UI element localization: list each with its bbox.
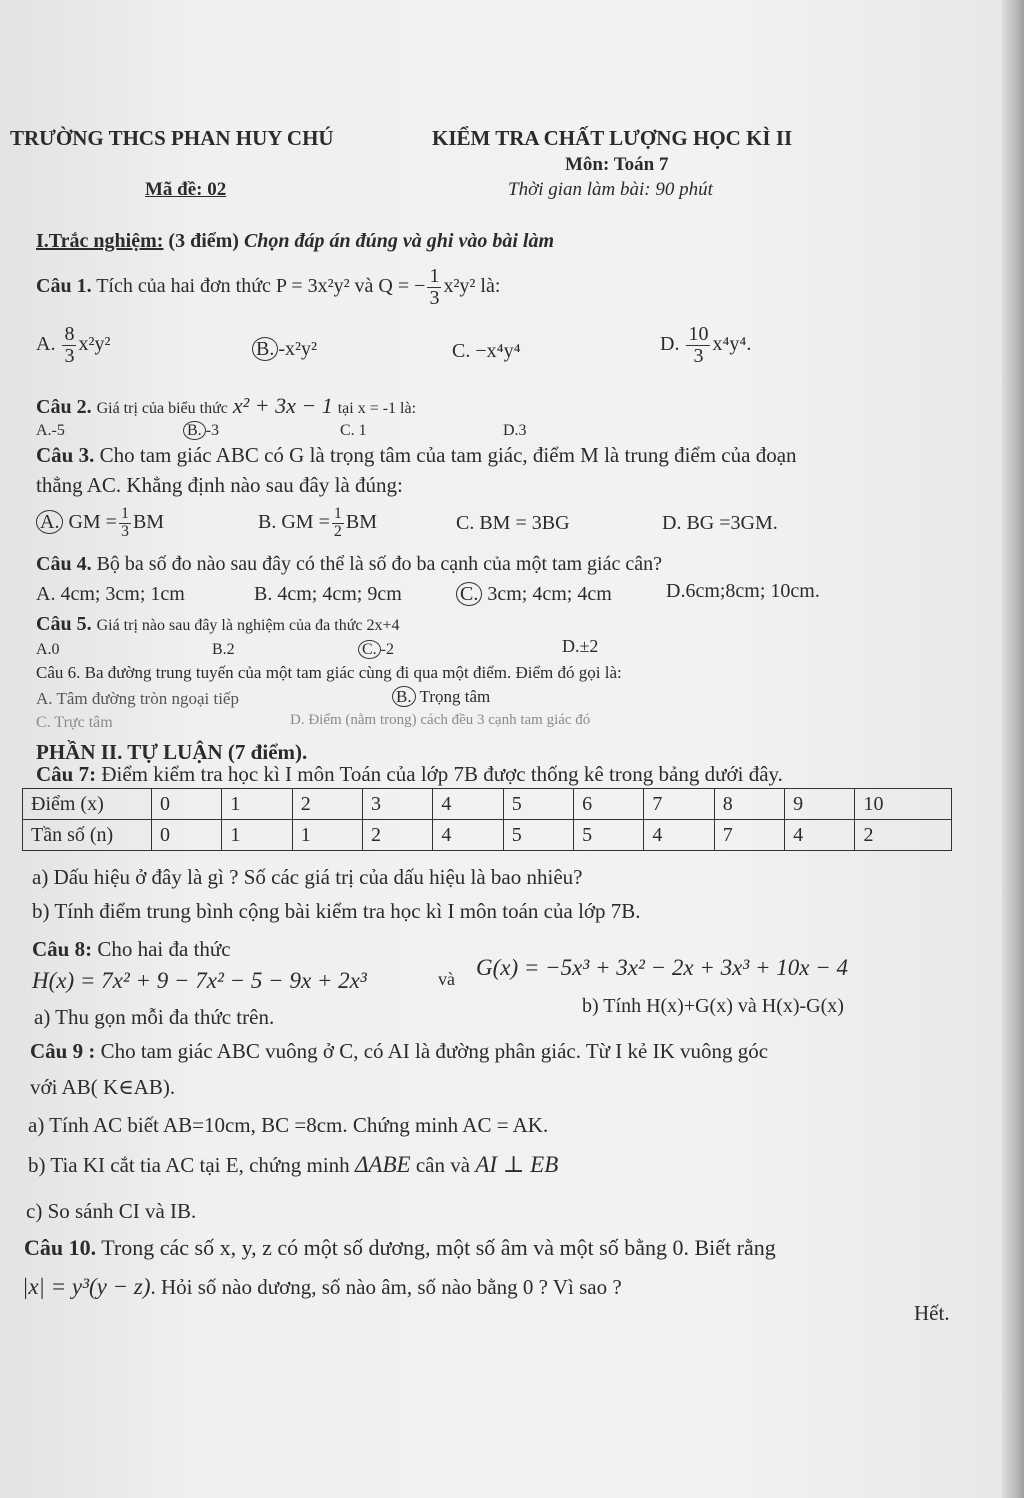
q6-b-label-circled: B. [392,686,416,707]
question-10-line1 [24,1236,776,1260]
table-cell: 4 [433,789,503,820]
q9-label: Câu 9 : [30,1039,96,1063]
q1-a-fraction [62,324,76,367]
q1-option-b [252,338,317,360]
table-cell: 9 [785,789,855,820]
q8-part-b: b) Tính H(x)+G(x) và H(x)-G(x) [582,995,844,1017]
table-cell: 8 [714,789,784,820]
q6-label: Câu 6. [36,663,81,682]
q6-option-b [392,688,490,707]
q8-text: Cho hai đa thức [97,937,231,961]
q8-part-a: a) Thu gọn mỗi đa thức trên. [34,1005,275,1029]
q2-label: Câu 2. [36,396,92,418]
q6-option-a: A. Tâm đường tròn ngoại tiếp [36,689,239,708]
q4-option-c [456,583,612,605]
q8-and: và [438,969,455,989]
q8-label: Câu 8: [32,937,93,961]
q5-c-text: -2 [380,641,394,658]
q9-part-b [28,1152,558,1177]
q9-text-line1: Cho tam giác ABC vuông ở C, có AI là đường phân giác. Từ I kẻ IK vuông góc [100,1039,769,1063]
q9-text-line2: với AB( K∈AB). [30,1075,176,1099]
q5-option-a: A.0 [36,641,60,658]
exam-duration: Thời gian làm bài: 90 phút [508,179,713,200]
table-cell: 4 [785,820,855,851]
table-cell: 5 [503,820,573,851]
question-10-line2 [22,1274,622,1299]
question-3-line1 [36,444,797,467]
table-row-frequency [23,820,952,851]
q3-text-line1: Cho tam giác ABC có G là trọng tâm của tam giác, điểm M là trung điểm của đoạn [99,443,797,467]
q1-d-den: 3 [693,345,704,367]
q10-text-line2: . Hỏi số nào dương, số nào âm, số nào bằng 0 ? Vì sao ? [150,1275,622,1299]
q3-b-post: BM [345,510,377,533]
q8-polynomial-g: G(x) = −5x³ + 3x² − 2x + 3x³ + 10x − 4 [476,955,849,980]
q4-option-d: D.6cm;8cm; 10cm. [666,580,820,602]
q3-a-den: 3 [120,522,129,540]
q3-option-a [36,506,164,541]
q4-c-label-circled: C. [456,582,482,606]
part1-instruction: Chọn đáp án đúng và ghi vào bài làm [243,230,555,252]
q10-label: Câu 10. [24,1235,97,1260]
q6-b-text: Trọng tâm [419,687,491,706]
subject: Môn: Toán 7 [565,154,669,175]
q5-c-label-circled: C. [358,640,381,659]
table-cell: 5 [574,820,644,851]
q9-b-triangle: ΔABE [354,1152,411,1177]
table-cell: 1 [222,820,292,851]
school-name: TRƯỜNG THCS PHAN HUY CHÚ [10,126,334,150]
table-cell: 0 [152,820,222,851]
q2-text: Giá trị của biểu thức [96,400,228,417]
q1-d-label: D. [660,333,680,356]
table-cell: 4 [433,820,503,851]
q3-b-den: 2 [333,522,342,540]
q1-frac-num: 1 [429,265,440,287]
q4-option-a: A. 4cm; 3cm; 1cm [36,583,185,605]
part1-label: I.Trắc nghiệm: [36,230,164,252]
q1-b-text: -x²y² [278,338,317,360]
q1-d-fraction [686,324,710,367]
q3-a-post: BM [132,510,165,533]
q2-tail: tại x = -1 là: [337,400,417,417]
q1-tail: x²y² là: [443,275,501,298]
table-cell: 5 [503,789,573,820]
table-header-score: Điểm (x) [23,789,152,820]
question-9-line1 [30,1040,768,1063]
q1-a-tail: x²y² [78,333,111,356]
table-header-frequency: Tần số (n) [23,820,152,851]
q1-label: Câu 1. [36,275,92,298]
q3-a-pre: GM = [68,510,117,533]
q6-option-c: C. Trực tâm [36,714,113,731]
question-2 [36,394,416,418]
q10-expression: |x| = y³(y − z) [22,1274,151,1299]
end-mark: Hết. [914,1301,950,1325]
q3-a-label-circled: A. [36,510,63,534]
table-cell: 2 [363,820,433,851]
table-row-scores [23,789,952,820]
q3-option-d: D. BG =3GM. [662,512,778,534]
q1-fraction [427,266,441,309]
q4-label: Câu 4. [36,553,92,575]
q7-part-b: b) Tính điểm trung bình cộng bài kiểm tra học kì I môn toán của lớp 7B. [32,899,641,923]
question-5 [36,613,400,635]
exam-code: Mã đề: 02 [145,179,227,200]
question-8 [32,938,231,961]
q3-option-b [258,506,377,541]
table-cell: 2 [292,789,362,820]
q5-option-b: B.2 [212,641,235,658]
table-cell: 10 [855,789,952,820]
q7-text: Điểm kiểm tra học kì I môn Toán của lớp 7B được thống kê trong bảng dưới đây. [101,762,783,786]
table-cell: 1 [292,820,362,851]
part1-heading [36,230,554,252]
table-cell: 4 [644,820,714,851]
q2-option-d: D.3 [503,422,527,439]
q3-b-pre: B. GM = [258,510,330,533]
q1-a-num: 8 [64,323,75,345]
q9-b-perpendicular: AI ⊥ EB [475,1152,559,1177]
q3-text-line2: thẳng AC. Khẳng định nào sau đây là đúng: [36,473,403,497]
q6-option-d: D. Điểm (nằm trong) cách đều 3 cạnh tam giác đó [290,712,591,728]
q6-text: Ba đường trung tuyến của một tam giác cùng đi qua một điểm. Điểm đó gọi là: [84,663,622,682]
q3-b-fraction [332,506,344,541]
q2-b-label-circled: B. [183,421,206,440]
part1-points: (3 điểm) [168,230,239,252]
q1-a-label: A. [36,333,56,356]
q5-option-c [358,641,394,659]
q7-label: Câu 7: [36,762,97,786]
frequency-table [22,788,952,851]
q1-option-d [660,324,751,367]
q1-d-tail: x⁴y⁴. [712,333,752,356]
q4-c-text: 3cm; 4cm; 4cm [487,583,612,605]
question-1 [36,266,500,309]
q1-d-num: 10 [688,323,709,345]
question-7 [36,763,783,786]
q2-option-a: A.-5 [36,422,65,439]
table-cell: 7 [644,789,714,820]
exam-title: KIỂM TRA CHẤT LƯỢNG HỌC KÌ II [432,126,793,150]
q1-text: Tích của hai đơn thức P = 3x²y² và Q = − [96,275,426,298]
q1-frac-den: 3 [429,287,440,309]
q9-b-text: b) Tia KI cắt tia AC tại E, chứng minh [28,1153,350,1177]
q7-part-a: a) Dấu hiệu ở đây là gì ? Số các giá trị của dấu hiệu là bao nhiêu? [32,865,583,889]
table-cell: 0 [152,789,222,820]
q2-option-b [183,422,219,440]
table-cell: 7 [714,820,784,851]
table-cell: 2 [855,820,952,851]
q1-a-den: 3 [64,345,75,367]
q3-b-num: 1 [333,505,342,522]
q3-a-fraction [119,506,131,541]
q9-b-mid: cân và [415,1153,471,1177]
part2-heading: PHẦN II. TỰ LUẬN (7 điểm). [36,740,308,764]
q3-label: Câu 3. [36,443,95,467]
q1-option-a [36,324,110,367]
table-cell: 1 [222,789,292,820]
q4-option-b: B. 4cm; 4cm; 9cm [254,583,402,605]
q1-b-label-circled: B. [252,337,278,361]
q9-part-c: c) So sánh CI và IB. [26,1199,197,1223]
table-cell: 3 [363,789,433,820]
page-edge-shadow [1002,0,1024,1498]
q10-text-line1: Trong các số x, y, z có một số dương, một số âm và một số bằng 0. Biết rằng [101,1235,776,1260]
q2-option-c: C. 1 [340,422,367,439]
table-cell: 6 [574,789,644,820]
question-4 [36,553,662,575]
q9-part-a: a) Tính AC biết AB=10cm, BC =8cm. Chứng minh AC = AK. [28,1113,549,1137]
q1-option-c: C. −x⁴y⁴ [452,340,521,362]
q4-text: Bộ ba số đo nào sau đây có thể là số đo ba cạnh của một tam giác cân? [96,553,662,575]
q5-text: Giá trị nào sau đây là nghiệm của đa thức 2x+4 [96,617,400,634]
q3-a-num: 1 [120,505,129,522]
q3-option-c: C. BM = 3BG [456,512,570,534]
q8-polynomial-h: H(x) = 7x² + 9 − 7x² − 5 − 9x + 2x³ [32,968,367,993]
q5-label: Câu 5. [36,613,92,635]
q2-expression: x² + 3x − 1 [232,393,333,418]
q2-b-text: -3 [205,422,219,439]
question-6 [36,664,622,683]
q5-option-d: D.±2 [562,636,599,656]
